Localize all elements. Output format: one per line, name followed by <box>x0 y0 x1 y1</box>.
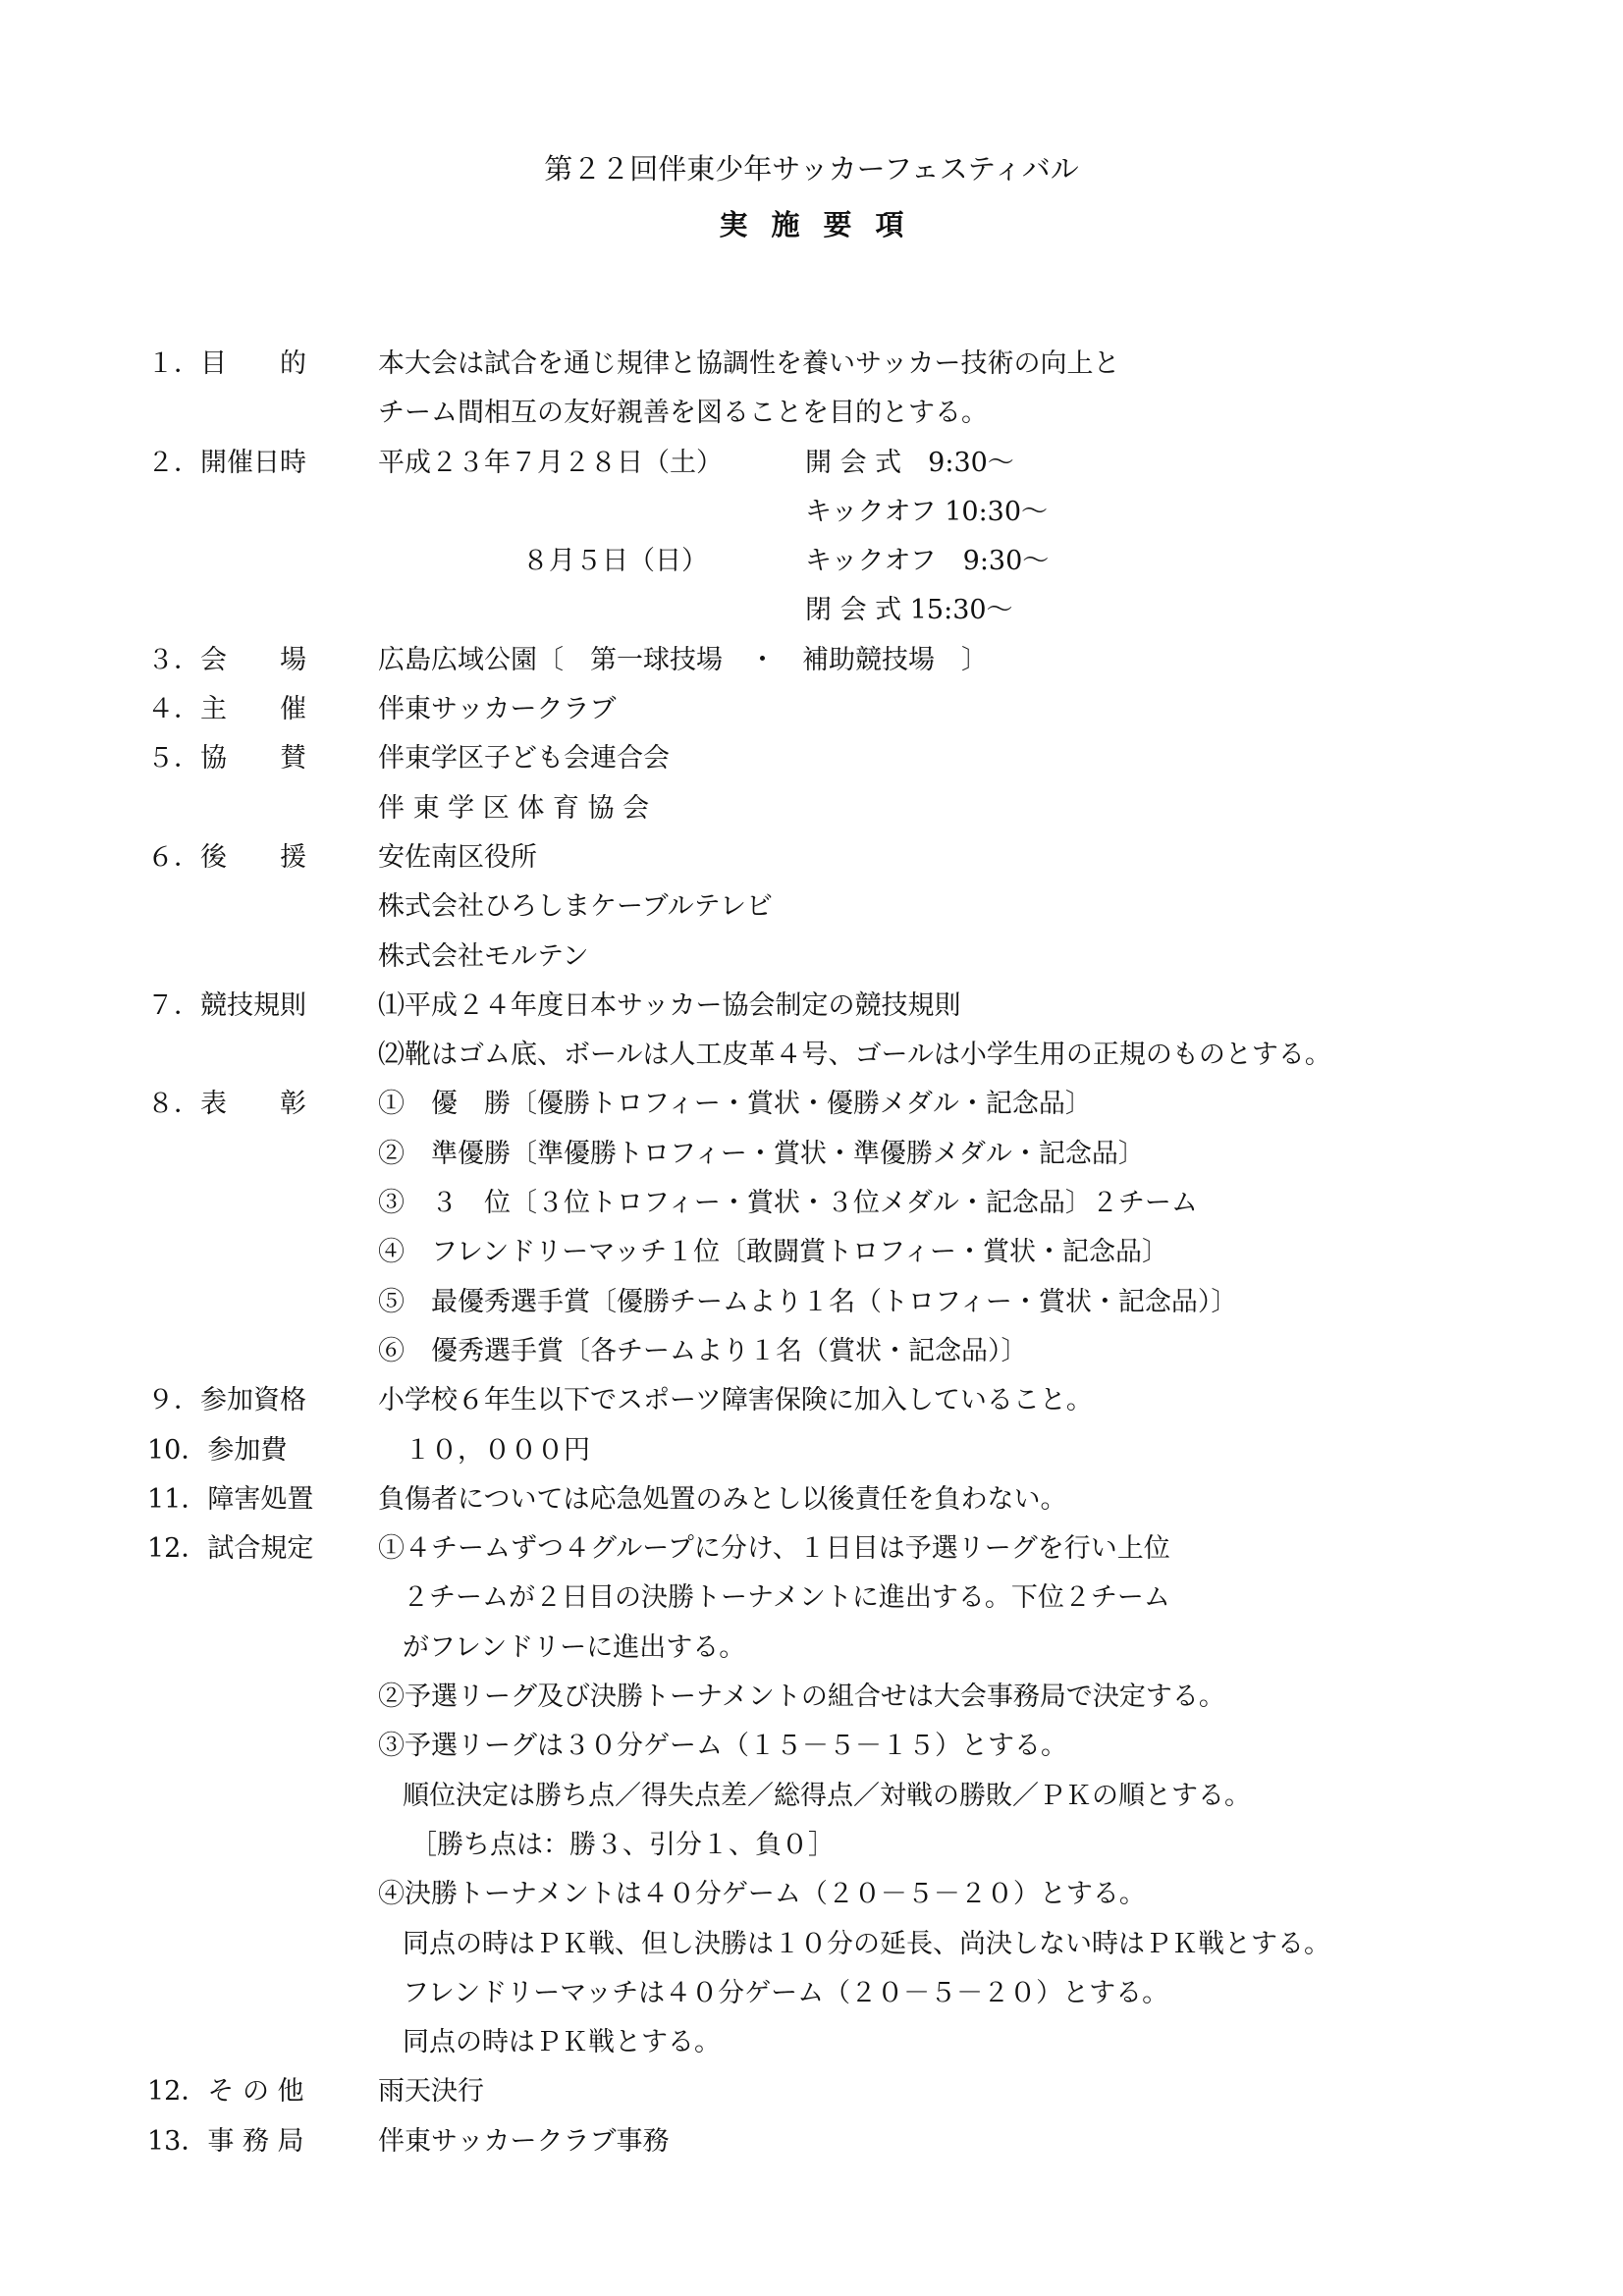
rule-line: がフレンドリーに進出する。 <box>403 1631 746 1663</box>
item-text: ⑵靴はゴム底、ボールは人工皮革４号、ゴールは小学生用の正規のものとする。 <box>378 1040 1331 1071</box>
item-row <box>0 1624 1623 1673</box>
item-row <box>0 833 1623 882</box>
rule-line: 同点の時はＰＫ戦、但し決勝は１０分の延長、尚決しない時はＰＫ戦とする。 <box>403 1928 1330 1959</box>
item-row <box>0 1179 1623 1228</box>
item-row <box>0 1228 1623 1277</box>
item-label: ８．表 彰 <box>147 1089 306 1120</box>
item-row <box>0 2067 1623 2116</box>
item-text: 安佐南区役所 <box>378 841 537 873</box>
item-row <box>0 537 1623 586</box>
item-label: ６．後 援 <box>147 841 306 873</box>
item-row <box>0 1524 1623 1574</box>
item-row <box>0 1376 1623 1425</box>
rule-line: ④決勝トーナメントは４０分ゲーム（２０－５－２０）とする。 <box>378 1879 1146 1910</box>
item-row <box>0 1673 1623 1722</box>
event-time: キックオフ 9:30～ <box>805 546 1050 577</box>
rule-line: 順位決定は勝ち点／得失点差／総得点／対戦の勝敗／ＰＫの順とする。 <box>403 1780 1251 1811</box>
item-row <box>0 1969 1623 2018</box>
rule-line: ２チームが２日目の決勝トーナメントに進出する。下位２チーム <box>403 1582 1170 1614</box>
item-row <box>0 1080 1623 1129</box>
item-row <box>0 389 1623 438</box>
item-text: 伴東学区子ども会連合会 <box>378 743 670 774</box>
item-row <box>0 982 1623 1031</box>
item-label: ３．会 場 <box>147 644 306 675</box>
item-label: 12．そ の 他 <box>147 2076 304 2108</box>
rule-line: ［勝ち点は：勝３、引分１、負０］ <box>410 1829 835 1860</box>
item-row <box>0 1475 1623 1524</box>
award-line: ② 準優勝〔準優勝トロフィー・賞状・準優勝メダル・記念品〕 <box>378 1138 1145 1169</box>
item-text: 株式会社モルテン <box>378 940 589 972</box>
item-row <box>0 340 1623 389</box>
item-label: 12．試合規定 <box>147 1533 314 1565</box>
item-row <box>0 2117 1623 2166</box>
item-row <box>0 933 1623 982</box>
event-time: キックオフ 10:30～ <box>805 496 1049 527</box>
item-text: チーム間相互の友好親善を図ることを目的とする。 <box>378 398 988 429</box>
item-row <box>0 1130 1623 1179</box>
award-line: ① 優 勝〔優勝トロフィー・賞状・優勝メダル・記念品〕 <box>378 1089 1092 1120</box>
rule-line: フレンドリーマッチは４０分ゲーム（２０－５－２０）とする。 <box>403 1977 1169 2008</box>
document-body <box>0 340 1623 2166</box>
item-row <box>0 2018 1623 2067</box>
item-text: 本大会は試合を通じ規律と協調性を養いサッカー技術の向上と <box>378 348 1120 379</box>
rule-line: ②予選リーグ及び決勝トーナメントの組合せは大会事務局で決定する。 <box>378 1682 1225 1713</box>
event-time: 開 会 式 9:30～ <box>805 447 1014 478</box>
item-row <box>0 685 1623 734</box>
item-row <box>0 439 1623 488</box>
item-text: 株式会社ひろしまケーブルテレビ <box>378 891 774 923</box>
award-line: ⑥ 優秀選手賞〔各チームより１名（賞状・記念品）〕 <box>378 1335 1028 1366</box>
item-row <box>0 784 1623 833</box>
item-row <box>0 1327 1623 1376</box>
item-row <box>0 1920 1623 1969</box>
item-text: 小学校６年生以下でスポーツ障害保険に加入していること。 <box>378 1385 1093 1416</box>
item-row <box>0 882 1623 932</box>
item-text: 負傷者については応急処置のみとし以後責任を負わない。 <box>378 1483 1067 1515</box>
event-date: 平成２３年７月２８日（土） <box>378 447 723 478</box>
item-row <box>0 636 1623 685</box>
item-label: ７．競技規則 <box>147 989 306 1021</box>
rule-line: ①４チームずつ４グループに分け、１日目は予選リーグを行い上位 <box>378 1533 1170 1565</box>
item-row <box>0 1278 1623 1327</box>
item-label: ２．開催日時 <box>147 447 306 478</box>
item-label: ５．協 賛 <box>147 743 306 774</box>
item-label: 11．障害処置 <box>147 1483 314 1515</box>
award-line: ⑤ 最優秀選手賞〔優勝チームより１名（トロフィー・賞状・記念品）〕 <box>378 1286 1238 1317</box>
item-text: 伴 東 学 区 体 育 協 会 <box>378 792 650 824</box>
item-label: 10．参加費 <box>147 1434 288 1466</box>
item-row <box>0 734 1623 783</box>
event-date: ８月５日（日） <box>522 546 708 577</box>
award-line: ③ ３ 位〔３位トロフィー・賞状・３位メダル・記念品〕２チーム <box>378 1188 1198 1219</box>
item-label: 13．事 務 局 <box>147 2125 304 2157</box>
item-label: ９．参加資格 <box>147 1385 306 1416</box>
item-row <box>0 488 1623 537</box>
item-text: ⑴平成２４年度日本サッカー協会制定の競技規則 <box>378 989 961 1021</box>
document-subtitle: 実施要項 <box>719 208 928 241</box>
item-text: 伴東サッカークラブ事務 <box>378 2125 670 2157</box>
item-row <box>0 586 1623 635</box>
event-time: 閉 会 式 15:30～ <box>805 595 1013 626</box>
document-title: 第２２回伴東少年サッカーフェスティバル <box>544 152 1079 186</box>
item-row <box>0 1574 1623 1623</box>
item-label: １．目 的 <box>147 348 306 379</box>
award-line: ④ フレンドリーマッチ１位〔敢闘賞トロフィー・賞状・記念品〕 <box>378 1237 1169 1268</box>
item-text: 広島広域公園〔 第一球技場 ・ 補助競技場 〕 <box>378 644 988 675</box>
rule-line: ③予選リーグは３０分ゲーム（１５－５－１５）とする。 <box>378 1731 1067 1762</box>
item-text: １０，０００円 <box>378 1434 590 1466</box>
item-text: 伴東サッカークラブ <box>378 694 617 725</box>
item-row <box>0 1031 1623 1080</box>
item-row <box>0 1772 1623 1821</box>
item-row <box>0 1821 1623 1870</box>
item-row <box>0 1870 1623 1919</box>
rule-line: 同点の時はＰＫ戦とする。 <box>403 2027 721 2058</box>
item-row <box>0 1426 1623 1475</box>
item-text: 雨天決行 <box>378 2076 484 2108</box>
item-row <box>0 1722 1623 1771</box>
item-label: ４．主 催 <box>147 694 306 725</box>
